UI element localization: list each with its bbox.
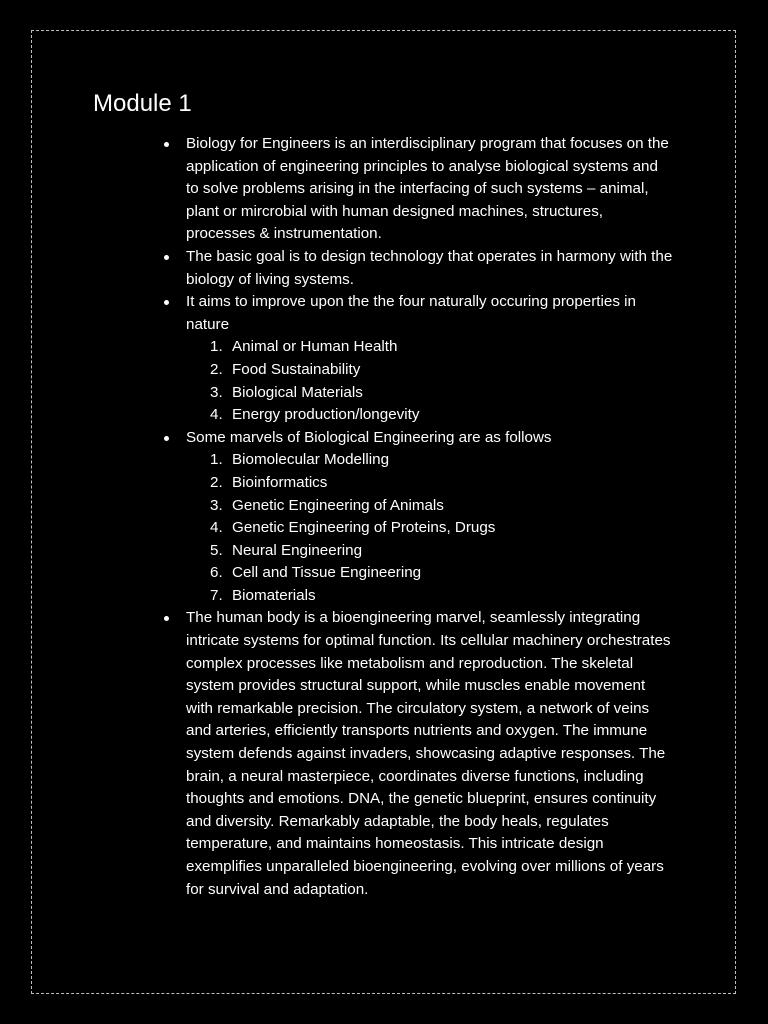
item-text: Cell and Tissue Engineering [232,564,422,582]
numbered-item [186,562,674,585]
numbered-list [186,449,674,607]
bullet-text: The basic goal is to design technology that operates in harmony with the biology of living systems. [186,247,673,288]
numbered-item [186,336,674,359]
page-title: Module 1 [93,90,192,117]
item-number: 2. [210,360,223,378]
item-number: 4. [210,406,223,424]
item-number: 1. [210,451,223,469]
numbered-item [186,517,674,540]
numbered-item [186,359,674,382]
numbered-item [186,472,674,495]
bullet-list [164,133,674,901]
bullet-item [164,427,674,608]
item-number: 3. [210,496,223,514]
item-text: Bioinformatics [232,473,328,491]
item-number: 2. [210,473,223,491]
bullet-text: Some marvels of Biological Engineering are as follows [186,428,552,446]
item-number: 3. [210,383,223,401]
numbered-item [186,495,674,518]
item-text: Biomolecular Modelling [232,451,390,469]
bullet-item [164,291,674,427]
bullet-icon [164,616,169,621]
numbered-item [186,540,674,563]
item-number: 1. [210,338,223,356]
numbered-item [186,382,674,405]
bullet-item [164,607,674,901]
bullet-icon [164,300,169,305]
numbered-item [186,404,674,427]
bullet-item [164,246,674,291]
bullet-text: The human body is a bioengineering marvel, seamlessly integrating intricate systems for optimal function. Its cellular machinery orchestrates complex processes like metabolism and reproduction. The skeletal system provides structural support, while muscles enable movement with remarkable precision. The circulatory system, a network of veins and arteries, efficiently transports nutrients and oxygen. The immune system defends against invaders, showcasing adaptive responses. The brain, a neural masterpiece, coordinates diverse functions, including thoughts and emotions. DNA, the genetic blueprint, ensures continuity and diversity. Remarkably adaptable, the body heals, regulates temperature, and maintains homeostasis. This intricate design exemplifies unparalleled bioengineering, evolving over millions of years for survival and adaptation. [186,609,671,898]
item-text: Energy production/longevity [232,406,420,424]
numbered-list [186,336,674,426]
item-number: 7. [210,586,223,604]
numbered-item [186,585,674,608]
item-number: 4. [210,519,223,537]
item-text: Food Sustainability [232,360,361,378]
item-number: 6. [210,564,223,582]
bullet-icon [164,255,169,260]
bullet-item [164,133,674,246]
content-area [164,133,674,901]
item-number: 5. [210,541,223,559]
item-text: Biological Materials [232,383,363,401]
bullet-icon [164,436,169,441]
bullet-text: It aims to improve upon the the four naturally occuring properties in nature [186,293,636,333]
item-text: Biomaterials [232,586,316,604]
item-text: Genetic Engineering of Animals [232,496,444,514]
bullet-icon [164,142,169,147]
item-text: Animal or Human Health [232,338,398,356]
item-text: Genetic Engineering of Proteins, Drugs [232,519,496,537]
bullet-text: Biology for Engineers is an interdisciplinary program that focuses on the application of engineering principles to analyse biological systems and to solve problems arising in the interfacing of such systems – animal, plant or mircrobial with human designed machines, structures, processes & instrumentation. [186,135,669,243]
item-text: Neural Engineering [232,541,363,559]
numbered-item [186,449,674,472]
